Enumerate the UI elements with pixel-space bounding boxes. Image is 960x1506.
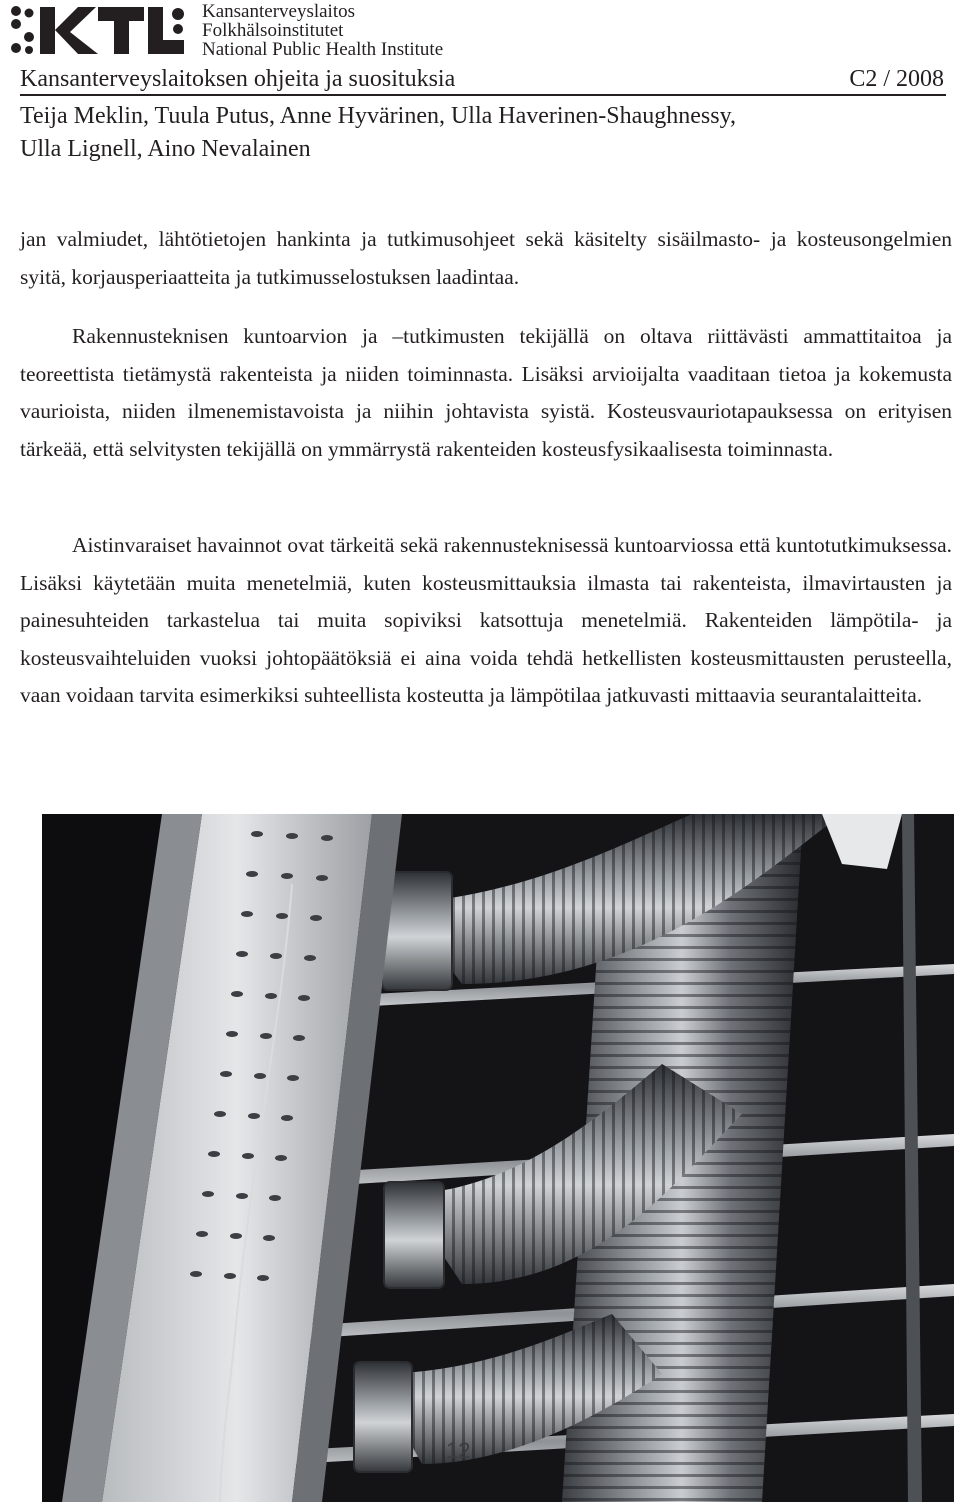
authors xyxy=(20,100,736,166)
paragraph-3-block xyxy=(20,527,952,715)
paragraph-2: Rakennusteknisen kuntoarvion ja –tutkimusten tekijällä on oltava riittävästi ammattitaitoa ja teoreettista tietämystä rakenteista ja niiden toiminnasta. Lisäksi arvioijalta vaaditaan tietoa ja kokemusta vaurioista, niiden ilmenemistavoista ja niihin johtavista syistä. Kosteusvauriotapauksessa on erityisen tärkeää, että selvitysten tekijällä on ymmärrystä rakenteiden kosteusfysikaalisesta toiminnasta. xyxy=(20,324,952,461)
paragraph-2-block xyxy=(20,318,952,468)
ceiling-ventilation-ducts-photo xyxy=(42,814,954,1502)
series-title: Kansanterveyslaitoksen ohjeita ja suosituksia xyxy=(20,66,456,92)
paragraph-3: Aistinvaraiset havainnot ovat tärkeitä sekä rakennusteknisessä kuntoarviossa että kuntotutkimuksessa. Lisäksi käytetään muita menetelmiä, kuten kosteusmittauksia ilmasta tai rakenteista, ilmavirtausten ja painesuhteiden tarkastelua tai muita sopiviksi katsottuja menetelmiä. Rakenteiden lämpötila- ja kosteusvaihteluiden vuoksi johtopäätöksiä ei aina voida tehdä hetkellisten kosteusmittausten perusteella, vaan voidaan tarvita esimerkiksi suhteellista kosteutta ja lämpötilaa jatkuvasti mittaavia seurantalaitteita. xyxy=(20,533,952,708)
ktl-logo-icon xyxy=(10,4,190,56)
institute-names xyxy=(202,2,443,59)
authors-line-2: Ulla Lignell, Aino Nevalainen xyxy=(20,136,311,162)
running-head xyxy=(20,64,946,96)
paragraph-1-block xyxy=(20,221,952,296)
paragraph-1: jan valmiudet, lähtötietojen hankinta ja tutkimusohjeet sekä käsitelty sisäilmasto- ja kosteusongelmien syitä, korjausperiaatteita ja tutkimusselostuksen laadintaa. xyxy=(20,227,952,289)
institute-name-fi: Kansanterveyslaitos xyxy=(202,1,356,22)
authors-line-1: Teija Meklin, Tuula Putus, Anne Hyvärinen, Ulla Haverinen-Shaughnessy, xyxy=(20,103,737,129)
series-code: C2 / 2008 xyxy=(849,66,944,92)
photo-illustration xyxy=(42,814,954,1502)
institute-name-sv: Folkhälsoinstitutet xyxy=(202,20,344,41)
institute-name-en: National Public Health Institute xyxy=(202,39,444,60)
page-number: 12 xyxy=(446,1438,471,1463)
